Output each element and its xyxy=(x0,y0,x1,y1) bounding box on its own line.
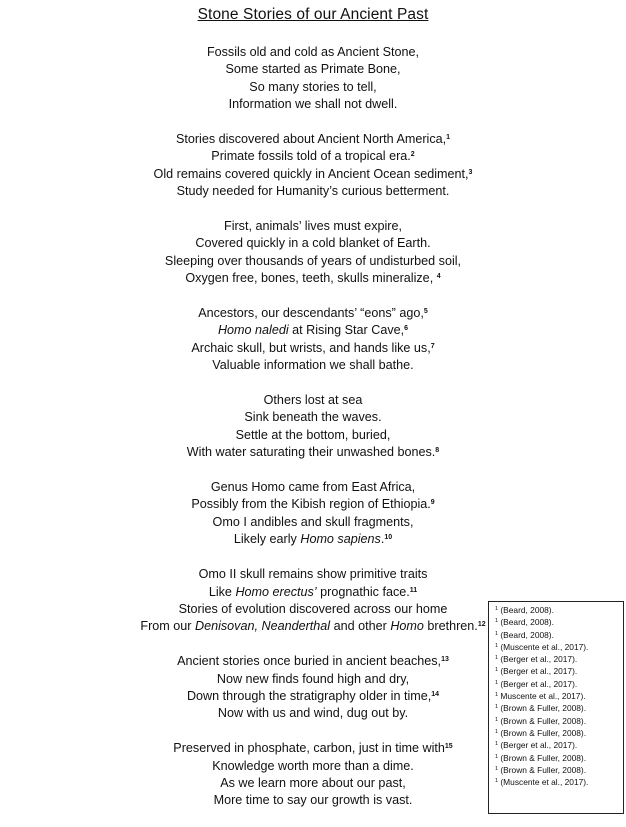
reference-marker: 1 xyxy=(495,642,499,649)
line-text: Genus Homo came from East Africa, xyxy=(210,480,416,495)
line-text: Now with us and wind, dug out by. xyxy=(217,706,409,721)
stanza xyxy=(0,479,626,549)
line-text: With water saturating their unwashed bones. xyxy=(186,445,436,460)
line-text: Like xyxy=(208,584,236,599)
reference-item xyxy=(495,739,623,751)
line-text: Now new finds found high and dry, xyxy=(216,671,410,686)
poem-line xyxy=(0,253,626,270)
line-text: Archaic skull, but wrists, and hands like us, xyxy=(191,340,431,355)
italic-text: Homo naledi xyxy=(217,323,289,338)
poem-line xyxy=(0,235,626,252)
line-text: Preserved in phosphate, carbon, just in time with xyxy=(173,741,445,756)
poem-line xyxy=(0,479,626,496)
line-text: Fossils old and cold as Ancient Stone, xyxy=(206,45,420,59)
poem-line xyxy=(0,322,626,339)
poem-line xyxy=(0,566,626,583)
reference-marker: 1 xyxy=(495,667,499,674)
poem-line xyxy=(0,496,626,513)
footnote-marker: 14 xyxy=(431,690,440,698)
reference-marker: 1 xyxy=(495,606,499,612)
stanza xyxy=(0,305,626,375)
poem-line xyxy=(0,96,626,113)
line-text: Covered quickly in a cold blanket of Earth. xyxy=(195,236,431,251)
line-text: Some started as Primate Bone, xyxy=(225,62,401,77)
poem-line xyxy=(0,166,626,183)
reference-item xyxy=(495,678,623,690)
line-text: brethren. xyxy=(423,619,478,634)
poem-line xyxy=(0,357,626,374)
line-text: . xyxy=(380,532,385,547)
reference-text: (Berger et al., 2017). xyxy=(498,678,578,689)
reference-text: (Berger et al., 2017). xyxy=(498,740,578,751)
reference-marker: 1 xyxy=(495,704,499,711)
reference-marker: 1 xyxy=(495,753,499,760)
line-text: First, animals’ lives must expire, xyxy=(224,219,402,234)
line-text: From our xyxy=(140,619,195,634)
line-text: So many stories to tell, xyxy=(249,79,377,94)
line-text: Oxygen free, bones, teeth, skulls mineralize, xyxy=(185,271,437,286)
reference-text: (Brown & Fuller, 2008). xyxy=(498,703,587,714)
line-text: Knowledge worth more than a dime. xyxy=(212,758,414,773)
reference-item xyxy=(495,752,623,764)
line-text: Stories discovered about Ancient North America, xyxy=(175,132,447,147)
reference-marker: 1 xyxy=(495,778,499,785)
reference-text: Muscente et al., 2017). xyxy=(498,691,586,702)
reference-marker: 1 xyxy=(495,679,499,686)
poem-line xyxy=(0,61,626,78)
poem-line xyxy=(0,148,626,165)
poem-line xyxy=(0,183,626,200)
footnote-marker: 9 xyxy=(430,499,435,507)
line-text: As we learn more about our past, xyxy=(220,775,406,790)
footnote-marker: 2 xyxy=(410,151,415,159)
reference-item xyxy=(495,653,623,665)
line-text: Primate fossils told of a tropical era. xyxy=(211,149,411,164)
reference-item xyxy=(495,727,623,739)
reference-item xyxy=(495,690,623,702)
reference-marker: 1 xyxy=(495,630,499,637)
reference-text: (Muscente et al., 2017). xyxy=(498,777,589,788)
line-text: Settle at the bottom, buried, xyxy=(235,427,391,442)
reference-marker: 1 xyxy=(495,692,499,699)
footnote-marker: 11 xyxy=(409,586,418,594)
reference-text: (Brown & Fuller, 2008). xyxy=(498,727,587,738)
poem-line xyxy=(0,270,626,287)
line-text: at Rising Star Cave, xyxy=(288,323,405,338)
reference-text: (Beard, 2008). xyxy=(498,617,554,628)
poem-line xyxy=(0,131,626,148)
footnote-marker: 4 xyxy=(436,273,441,281)
line-text: Old remains covered quickly in Ancient Ocean sediment, xyxy=(153,166,469,181)
line-text: Ancient stories once buried in ancient beaches, xyxy=(177,654,442,669)
reference-item xyxy=(495,764,623,776)
stanza xyxy=(0,218,626,288)
line-text: Down through the stratigraphy older in time, xyxy=(186,688,432,703)
footnote-marker: 6 xyxy=(404,325,409,333)
footnote-marker: 12 xyxy=(477,621,486,629)
reference-item xyxy=(495,641,623,653)
italic-text: Denisovan, Neanderthal xyxy=(194,619,331,634)
footnote-marker: 5 xyxy=(423,308,428,316)
poem-line xyxy=(0,531,626,548)
reference-marker: 1 xyxy=(495,716,499,723)
stanza xyxy=(0,131,626,201)
reference-marker: 1 xyxy=(495,618,499,625)
poem-line xyxy=(0,444,626,461)
footnote-marker: 8 xyxy=(435,447,440,455)
reference-item xyxy=(495,665,623,677)
reference-marker: 1 xyxy=(495,765,499,772)
poem-line xyxy=(0,409,626,426)
line-text: Likely early xyxy=(233,532,301,547)
line-text: Ancestors, our descendants’ “eons” ago, xyxy=(198,306,424,321)
reference-marker: 1 xyxy=(495,728,499,735)
line-text: and other xyxy=(330,619,391,634)
poem-line xyxy=(0,340,626,357)
poem-line xyxy=(0,427,626,444)
line-text: Possibly from the Kibish region of Ethiopia. xyxy=(191,497,431,512)
line-text: Omo I andibles and skull fragments, xyxy=(212,514,414,529)
line-text: Study needed for Humanity’s curious betterment. xyxy=(176,184,450,199)
line-text: Sink beneath the waves. xyxy=(244,410,382,425)
reference-item xyxy=(495,702,623,714)
italic-text: Homo erectus’ xyxy=(235,584,317,599)
italic-text: Homo xyxy=(390,619,424,634)
footnote-marker: 7 xyxy=(430,342,435,350)
footnote-marker: 10 xyxy=(384,534,393,542)
reference-item xyxy=(495,616,623,628)
poem-line xyxy=(0,305,626,322)
reference-marker: 1 xyxy=(495,655,499,662)
poem-line xyxy=(0,514,626,531)
reference-marker: 1 xyxy=(495,741,499,748)
footnote-marker: 13 xyxy=(441,656,449,664)
line-text: Omo II skull remains show primitive traits xyxy=(198,567,428,582)
line-text: Valuable information we shall bathe. xyxy=(212,358,414,373)
footnote-marker: 3 xyxy=(468,168,473,176)
footnote-marker: 1 xyxy=(446,134,451,142)
reference-text: (Berger et al., 2017). xyxy=(498,654,578,665)
reference-item xyxy=(495,629,623,641)
line-text: prognathic face. xyxy=(316,584,410,599)
reference-text: (Brown & Fuller, 2008). xyxy=(498,715,587,726)
footnote-marker: 15 xyxy=(444,743,453,751)
line-text: Others lost at sea xyxy=(263,393,363,408)
reference-item xyxy=(495,604,623,616)
line-text: Sleeping over thousands of years of undisturbed soil, xyxy=(164,253,462,268)
italic-text: Homo sapiens xyxy=(300,532,381,547)
stanza xyxy=(0,392,626,462)
poem-line xyxy=(0,392,626,409)
line-text: More time to say our growth is vast. xyxy=(213,793,413,808)
references-box xyxy=(488,601,624,814)
reference-text: (Beard, 2008). xyxy=(498,629,554,640)
stanza xyxy=(0,44,626,114)
reference-text: (Berger et al., 2017). xyxy=(498,666,578,677)
reference-item xyxy=(495,776,623,788)
reference-text: (Brown & Fuller, 2008). xyxy=(498,752,587,763)
poem-line xyxy=(0,218,626,235)
reference-text: (Beard, 2008). xyxy=(498,605,554,615)
reference-item xyxy=(495,715,623,727)
poem-line xyxy=(0,584,626,601)
poem-line xyxy=(0,44,626,61)
poem-line xyxy=(0,79,626,96)
line-text: Stories of evolution discovered across our home xyxy=(178,601,448,616)
reference-text: (Muscente et al., 2017). xyxy=(498,641,589,652)
poem-title: Stone Stories of our Ancient Past xyxy=(197,6,429,23)
line-text: Information we shall not dwell. xyxy=(228,97,398,112)
reference-text: (Brown & Fuller, 2008). xyxy=(498,764,587,775)
